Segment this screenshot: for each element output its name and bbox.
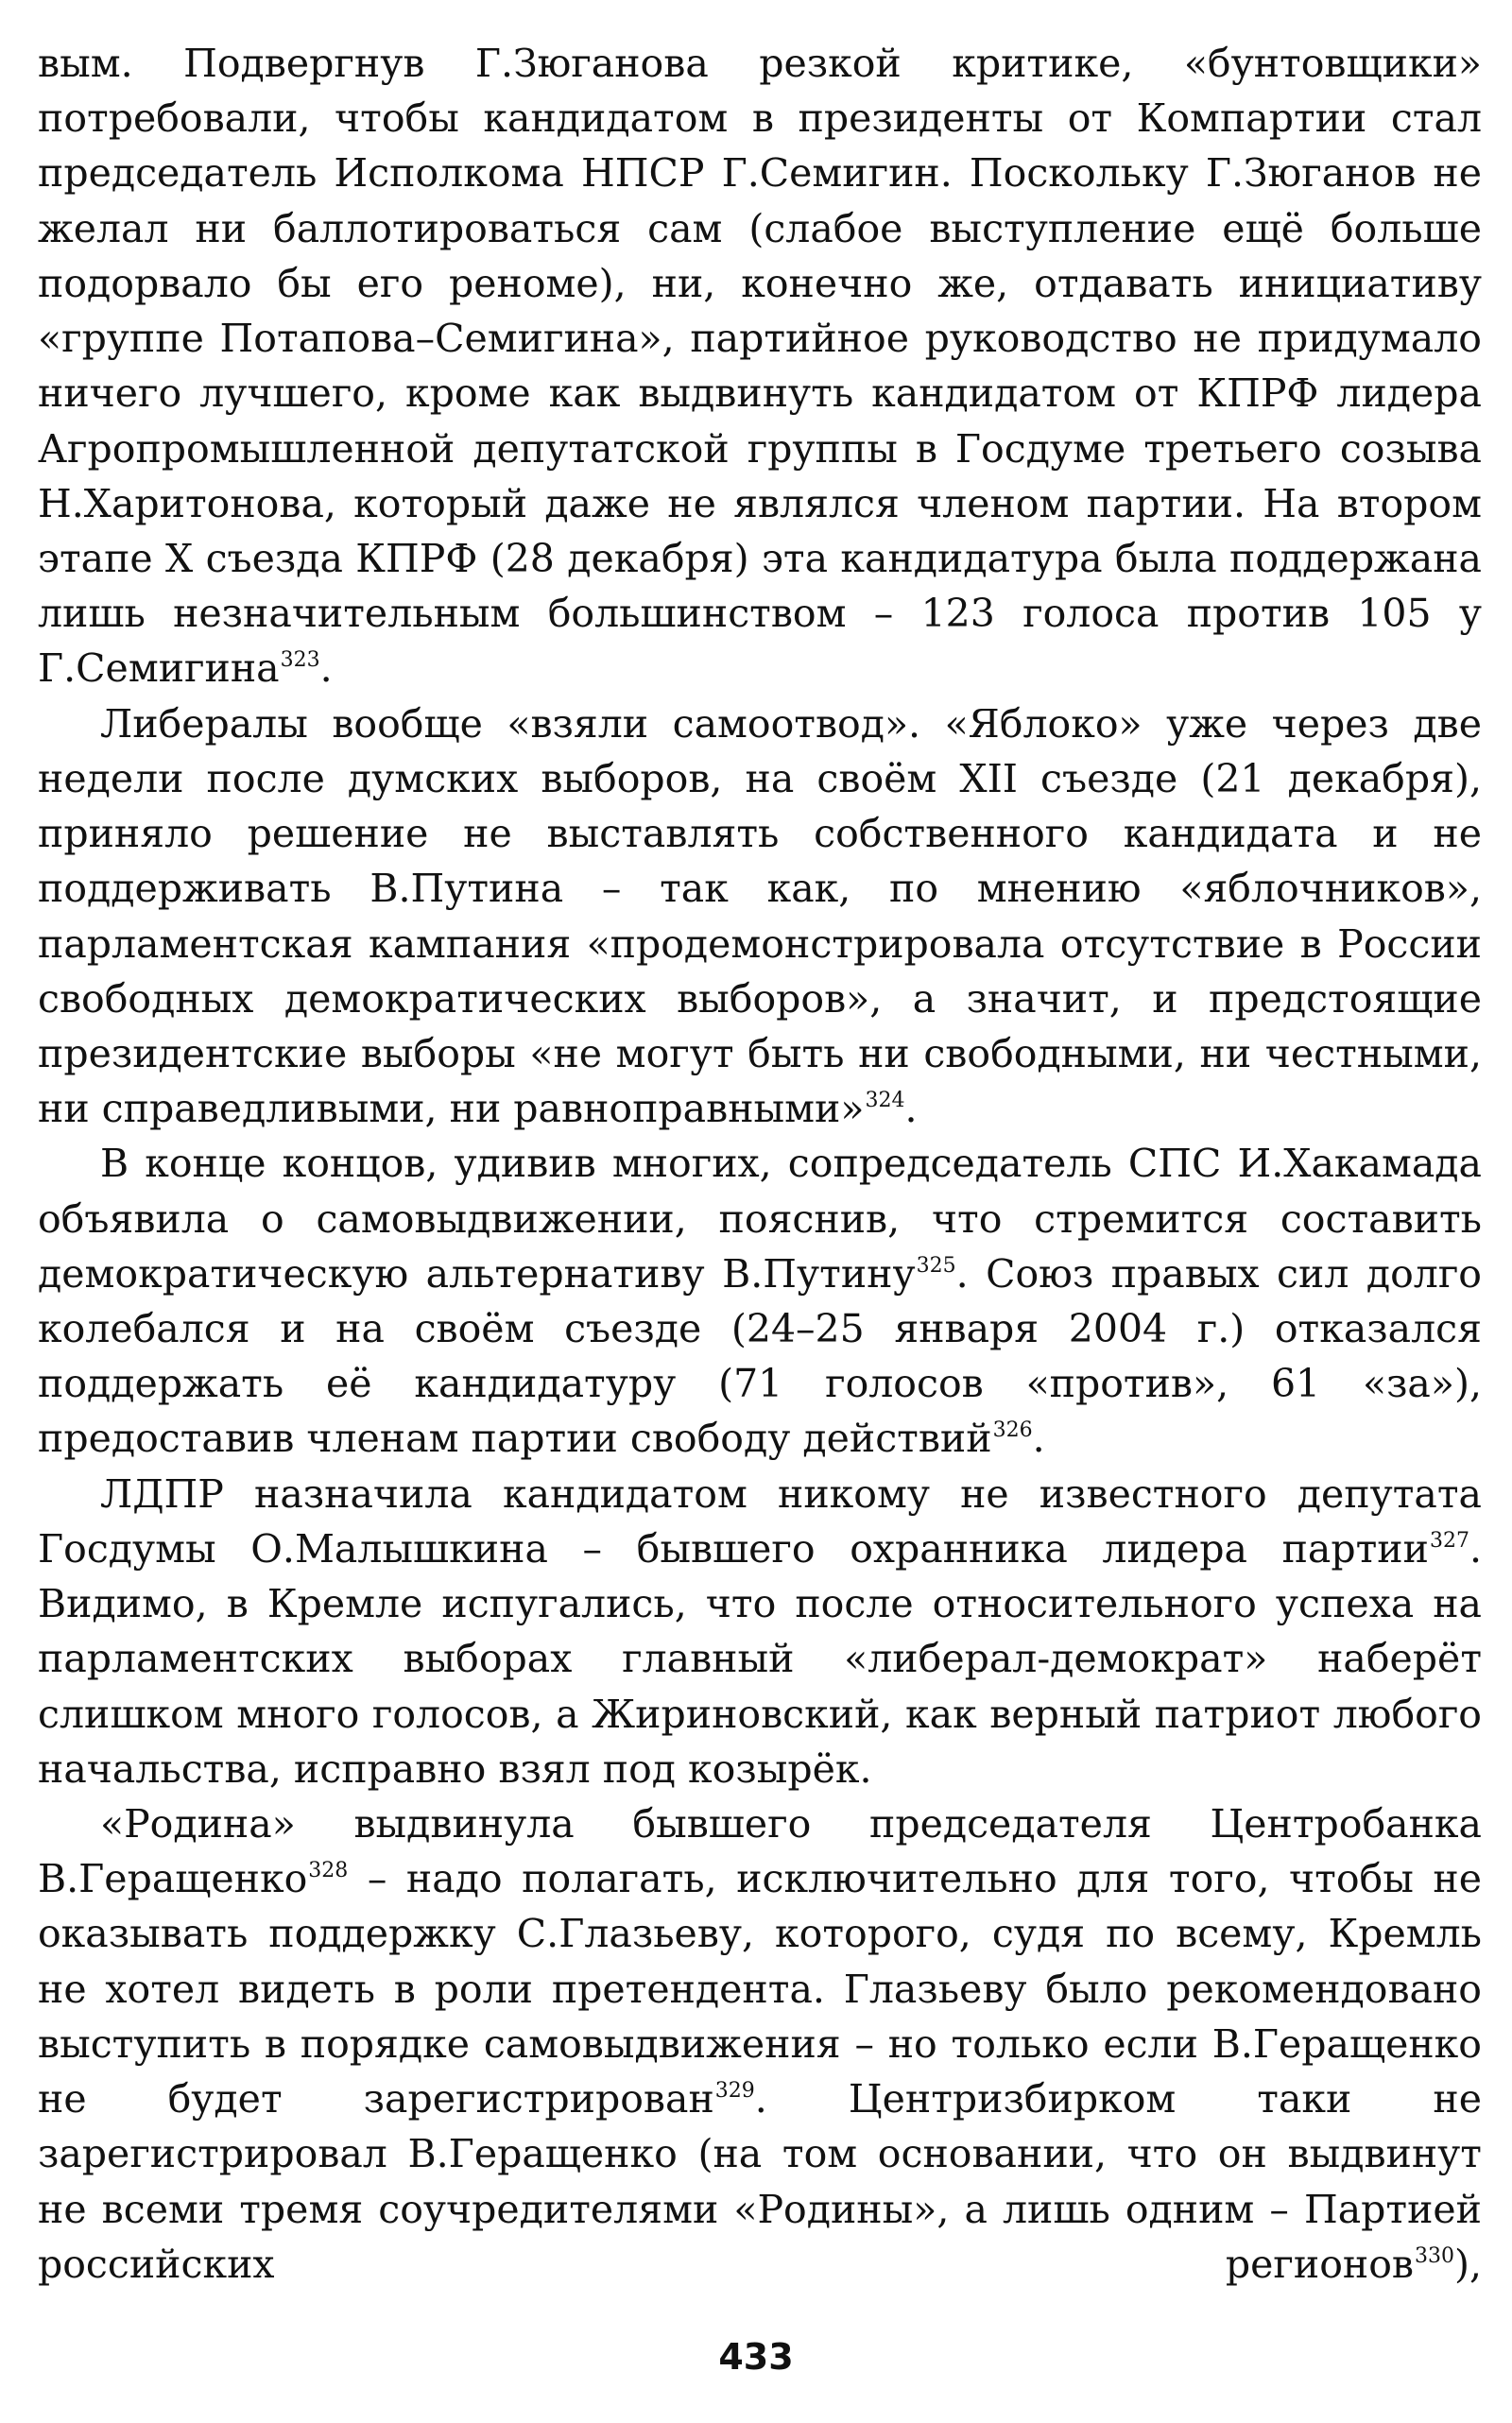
footnote-ref: 324	[865, 1089, 905, 1113]
text-run: вым. Подвергнув Г.Зюганова резкой критике, «бунтовщики» потребовали, чтобы кандидатом в президенты от Компартии стал председатель Исполкома НПСР Г.Семигин. Поскольку Г.Зюганов не желал ни баллотироваться сам (слабое выступление ещё больше подорвало бы его реноме), ни, конечно же, отдавать инициативу «группе Потапова–Семигина», партийное руководство не придумало ничего лучшего, кроме как выдвинуть кандидатом от КПРФ лидера Агропромышленной депутатской группы в Госдуме третьего созыва Н.Харитонова, который даже не являлся членом партии. На втором этапе X съезда КПРФ (28 декабря) эта кандидатура была поддержана лишь незначительным большинством – 123 голоса против 105 у Г.Семигина	[38, 41, 1482, 692]
footnote-ref: 323	[280, 648, 320, 673]
footnote-ref: 330	[1414, 2243, 1454, 2268]
text-run: . Центризбирком таки не зарегистрировал В.Геращенко (на том основании, что он выдвинут не всеми тремя соучредителями «Родины», а лишь одним – Партией российских регионов	[38, 2076, 1482, 2287]
footnote-ref: 327	[1429, 1528, 1469, 1553]
paragraph	[38, 696, 1482, 1137]
footnote-ref: 325	[916, 1253, 956, 1278]
text-run: .	[319, 645, 333, 692]
text-run: В конце концов, удивив многих, сопредседатель СПС И.Хакамада объявила о самовыдвижении, пояснив, что стремится составить демократическую альтернативу В.Путину	[38, 1141, 1482, 1297]
footnote-ref: 329	[714, 2079, 755, 2104]
paragraph	[38, 36, 1482, 696]
text-run: Либералы вообще «взяли самоотвод». «Яблоко» уже через две недели после думских выборов, на своём XII съезде (21 декабря), приняло решение не выставлять собственного кандидата и не поддерживать В.Путина – так как, по мнению «яблочников», парламентская кампания «продемонстрировала отсутствие в России свободных демократических выборов», а значит, и предстоящие президентские выборы «не могут быть ни свободными, ни честными, ни справедливыми, ни равноправными»	[38, 700, 1482, 1132]
footnote-ref: 326	[992, 1418, 1033, 1443]
paragraph	[38, 1467, 1482, 1796]
text-run: . Видимо, в Кремле испугались, что после относительного успеха на парламентских выборах главный «либерал-демократ» наберёт слишком много голосов, а Жириновский, как верный патриот любого начальства, исправно взял под козырёк.	[38, 1525, 1482, 1792]
body-text	[38, 36, 1482, 2292]
text-run: .	[1032, 1416, 1045, 1462]
text-run: .	[904, 1086, 918, 1132]
text-run: . Союз правых сил долго колебался и на своём съезде (24–25 января 2004 г.) отказался поддержать её кандидатуру (71 голосов «против», 61 «за»), предоставив членам партии свободу действий	[38, 1250, 1482, 1462]
footnote-ref: 328	[308, 1859, 349, 1883]
text-run: – надо полагать, исключительно для того, чтобы не оказывать поддержку С.Глазьеву, которого, судя по всему, Кремль не хотел видеть в роли претендента. Глазьеву было рекомендовано выступить в порядке самовыдвижения – но только если В.Геращенко не будет зарегистрирован	[38, 1856, 1482, 2122]
text-run: «Родина» выдвинула бывшего председателя Центробанка В.Геращенко	[38, 1801, 1482, 1902]
paragraph	[38, 1136, 1482, 1466]
page-number: 433	[718, 2336, 794, 2378]
text-run: ),	[1453, 2241, 1482, 2287]
paragraph	[38, 1796, 1482, 2292]
text-run: ЛДПР назначила кандидатом никому не известного депутата Госдумы О.Малышкина – бывшего охранника лидера партии	[38, 1470, 1482, 1572]
